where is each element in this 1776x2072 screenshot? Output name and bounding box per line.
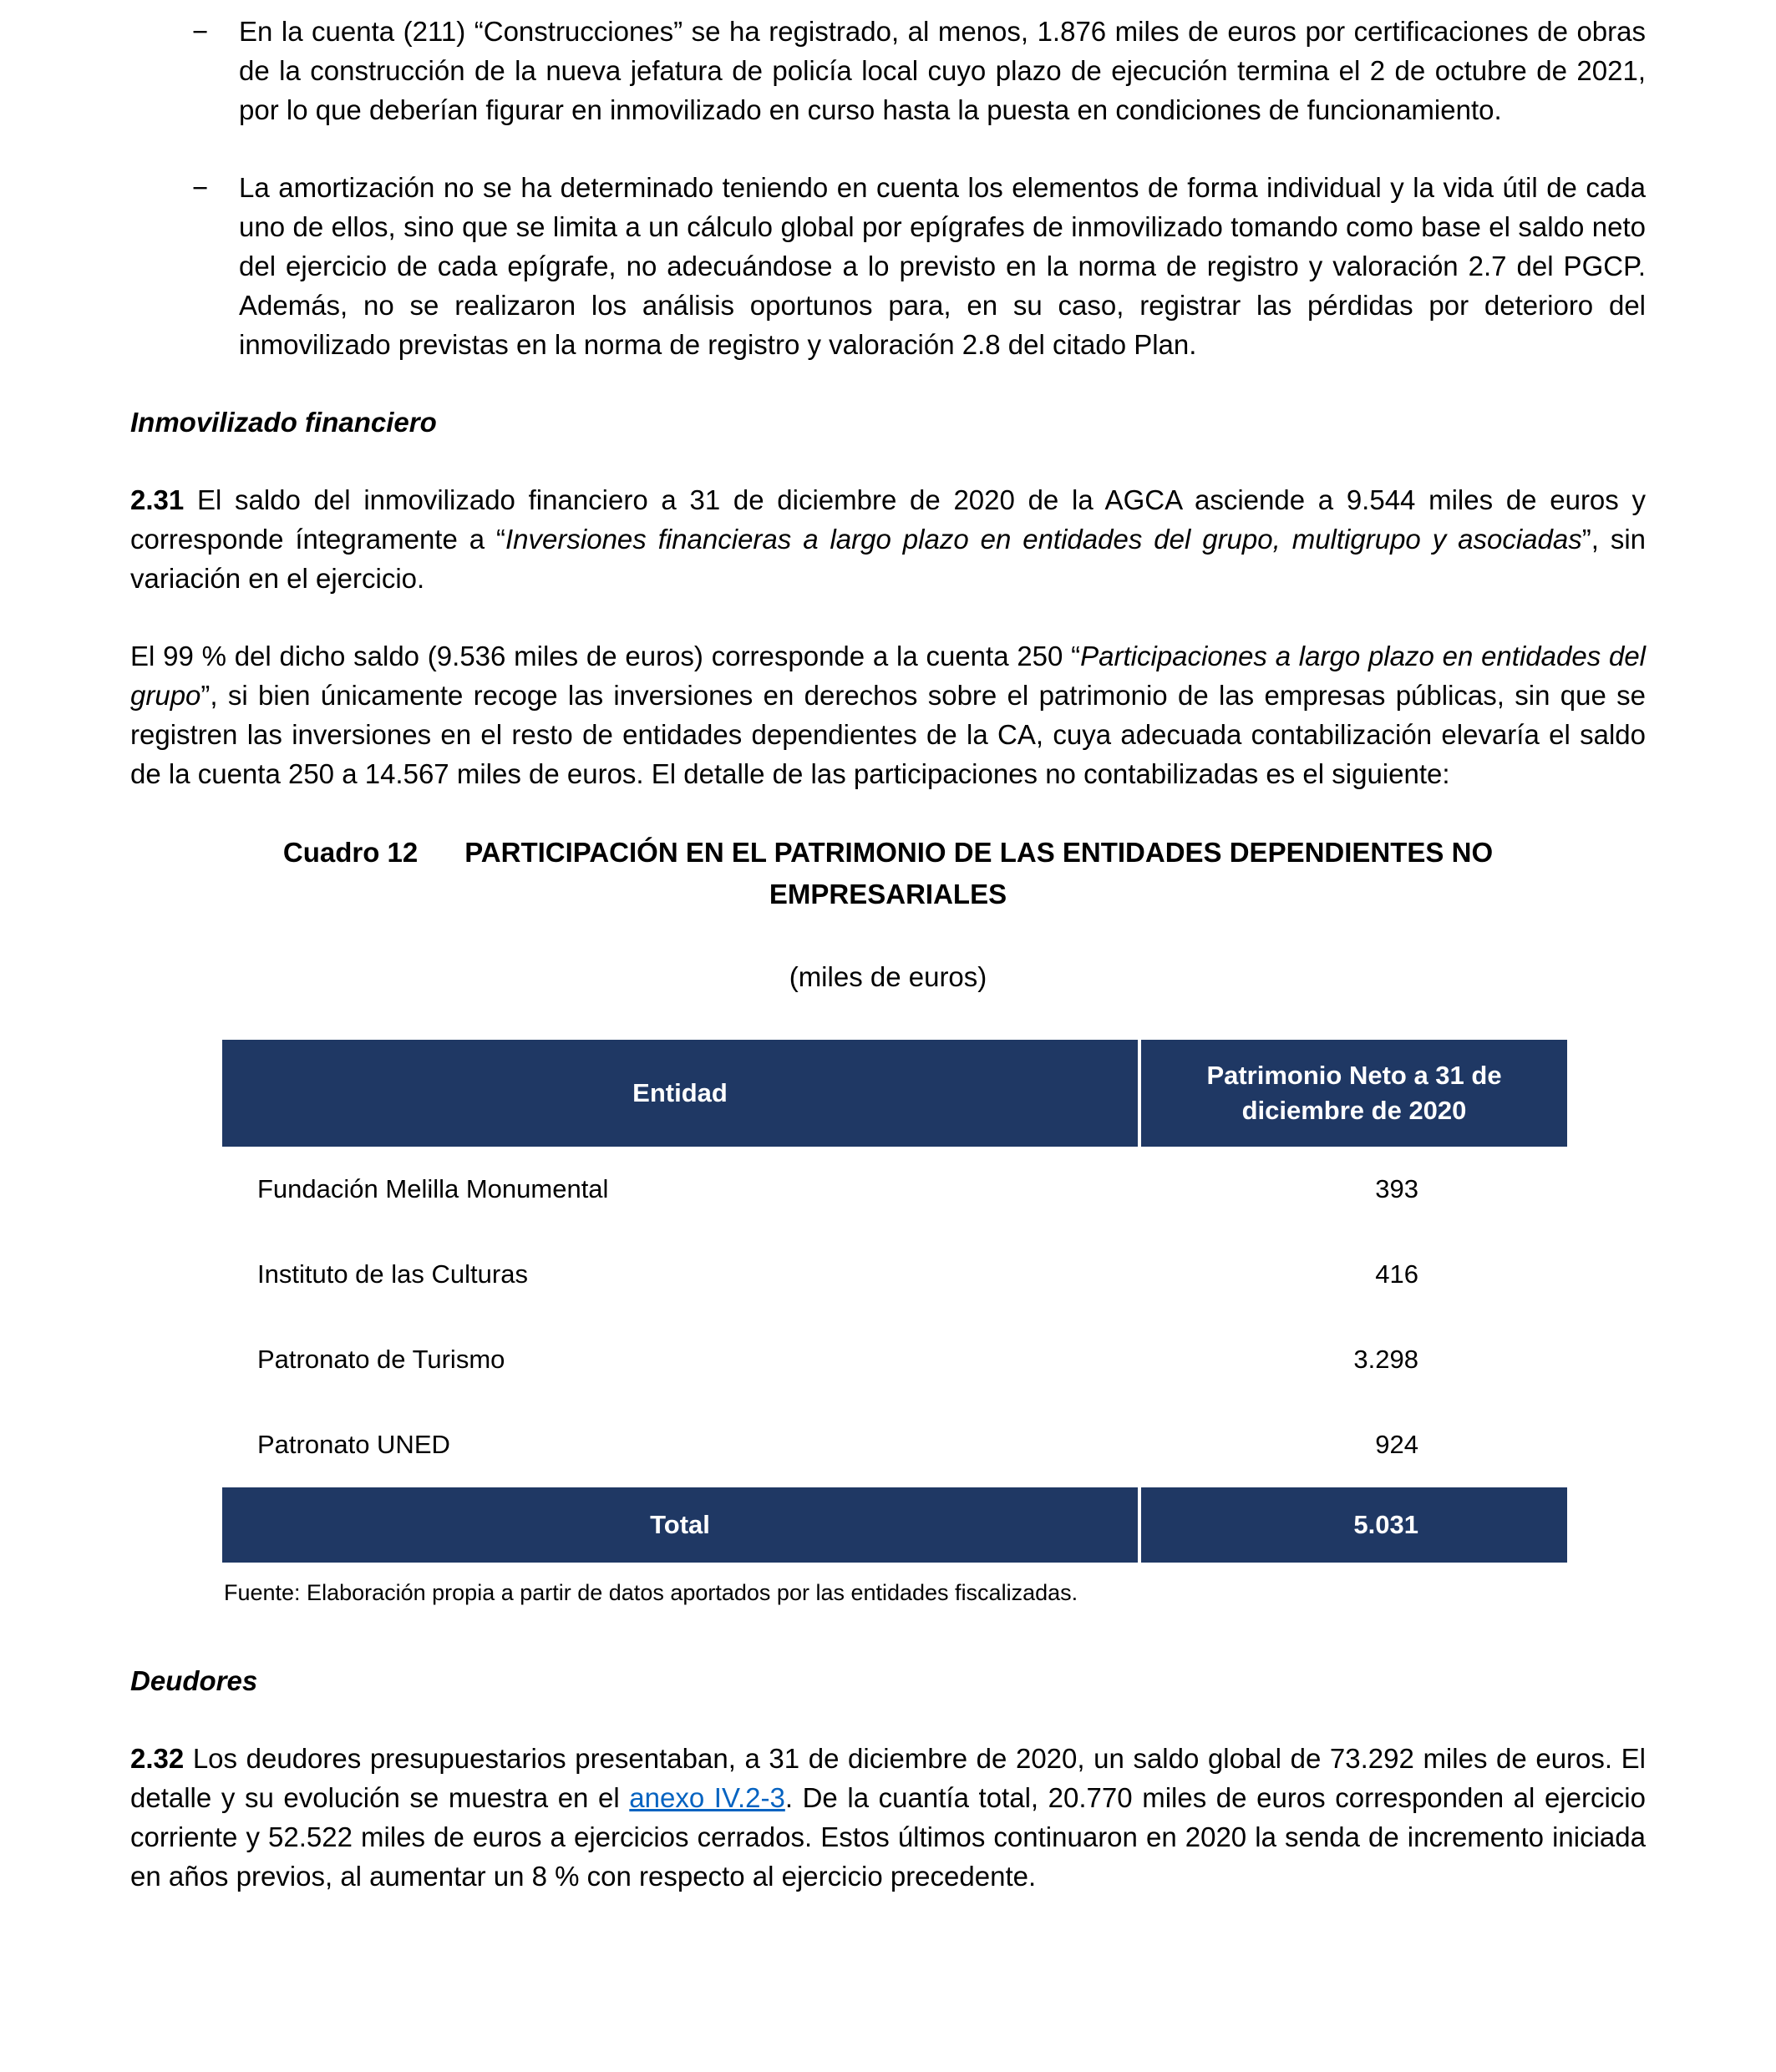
table-row xyxy=(222,1232,1567,1317)
text-segment: El saldo del inmovilizado financiero a 31 de diciembre de 2020 de la AGCA asciende a 9.544 miles de euros y corresponde íntegramente a “ xyxy=(130,484,1646,555)
table-row xyxy=(222,1147,1567,1232)
bullet-text xyxy=(239,168,1646,364)
table-row xyxy=(222,1317,1567,1402)
bullet-dash: − xyxy=(192,16,209,47)
entity-cell: Fundación Melilla Monumental xyxy=(222,1147,1139,1232)
text-segment: 2.31 xyxy=(130,484,185,515)
total-value: 5.031 xyxy=(1139,1487,1567,1563)
table-units-label: (miles de euros) xyxy=(789,961,987,992)
table-caption-number: Cuadro 12 xyxy=(282,837,419,868)
bullet-text xyxy=(239,12,1646,129)
section-heading-inmovilizado-financiero: Inmovilizado financiero xyxy=(130,407,437,438)
table-caption xyxy=(164,832,1612,915)
text-segment: Participaciones a largo plazo en entidades del grupo xyxy=(130,641,1647,711)
value-cell: 416 xyxy=(1139,1232,1567,1317)
bullet-item-amortizacion xyxy=(130,168,1646,364)
text-segment: En la cuenta (211) “Construcciones” se ha registrado, al menos, 1.876 miles de euros por certificaciones de obras de la construcción de la nueva jefatura de policía local cuyo plazo de ejecución termina el 2 de octubre de 2021, por lo que deberían figurar en inmovilizado en curso hasta la puesta en condiciones de funcionamiento. xyxy=(239,16,1646,125)
total-label: Total xyxy=(222,1487,1139,1563)
text-segment: . De la cuantía total, 20.770 miles de euros corresponden al ejercicio corriente y 52.522 miles de euros a ejercicios cerrados. Estos últimos continuaron en 2020 la senda de incremento iniciada en años previos, al aumentar un 8 % con respecto al ejercicio precedente. xyxy=(130,1782,1646,1892)
text-segment: ”, sin variación en el ejercicio. xyxy=(130,524,1646,594)
value-cell: 924 xyxy=(1139,1402,1567,1487)
participation-table xyxy=(222,1040,1567,1563)
value-cell: 3.298 xyxy=(1139,1317,1567,1402)
column-header-entidad: Entidad xyxy=(222,1040,1139,1147)
text-segment: ”, si bien únicamente recoge las inversiones en derechos sobre el patrimonio de las empresas públicas, sin que se registren las inversiones en el resto de entidades dependientes de la CA, cuya adecuada contabilización elevaría el saldo de la cuenta 250 a 14.567 miles de euros. El detalle de las participaciones no contabilizadas es el siguiente: xyxy=(130,680,1646,789)
table-caption-title: PARTICIPACIÓN EN EL PATRIMONIO DE LAS ENTIDADES DEPENDIENTES NO EMPRESARIALES xyxy=(464,837,1494,909)
section-heading-deudores: Deudores xyxy=(130,1665,258,1696)
entity-cell: Instituto de las Culturas xyxy=(222,1232,1139,1317)
entity-cell: Patronato UNED xyxy=(222,1402,1139,1487)
entity-cell: Patronato de Turismo xyxy=(222,1317,1139,1402)
text-segment: El 99 % del dicho saldo (9.536 miles de euros) corresponde a la cuenta 250 “ xyxy=(130,641,1081,671)
anexo-link[interactable]: anexo IV.2-3 xyxy=(629,1782,785,1813)
paragraph-2-32 xyxy=(130,1739,1646,1896)
table-total-row xyxy=(222,1487,1567,1563)
text-segment: La amortización no se ha determinado teniendo en cuenta los elementos de forma individual y la vida útil de cada uno de ellos, sino que se limita a un cálculo global por epígrafes de inmovilizado tomando como base el saldo neto del ejercicio de cada epígrafe, no adecuándose a lo previsto en la norma de registro y valoración 2.7 del PGCP. Además, no se realizaron los análisis oportunos para, en su caso, registrar las pérdidas por deterioro del inmovilizado previstas en la norma de registro y valoración 2.8 del citado Plan. xyxy=(239,172,1646,360)
text-segment: Los deudores presupuestarios presentaban, a 31 de diciembre de 2020, un saldo global de 73.292 miles de euros. El detalle y su evolución se muestra en el xyxy=(130,1743,1646,1813)
bullet-dash: − xyxy=(192,172,209,203)
text-segment: 2.32 xyxy=(130,1743,185,1774)
table-header-row xyxy=(222,1040,1567,1147)
paragraph-2-31 xyxy=(130,480,1646,598)
text-segment: Inversiones financieras a largo plazo en entidades del grupo, multigrupo y asociadas xyxy=(505,524,1582,555)
table-source-note: Fuente: Elaboración propia a partir de datos aportados por las entidades fiscalizadas. xyxy=(224,1580,1078,1605)
column-header-patrimonio-neto: Patrimonio Neto a 31 de diciembre de 2020 xyxy=(1139,1040,1567,1147)
table-row xyxy=(222,1402,1567,1487)
paragraph-99-percent xyxy=(130,636,1646,793)
value-cell: 393 xyxy=(1139,1147,1567,1232)
bullet-item-construcciones xyxy=(130,12,1646,129)
